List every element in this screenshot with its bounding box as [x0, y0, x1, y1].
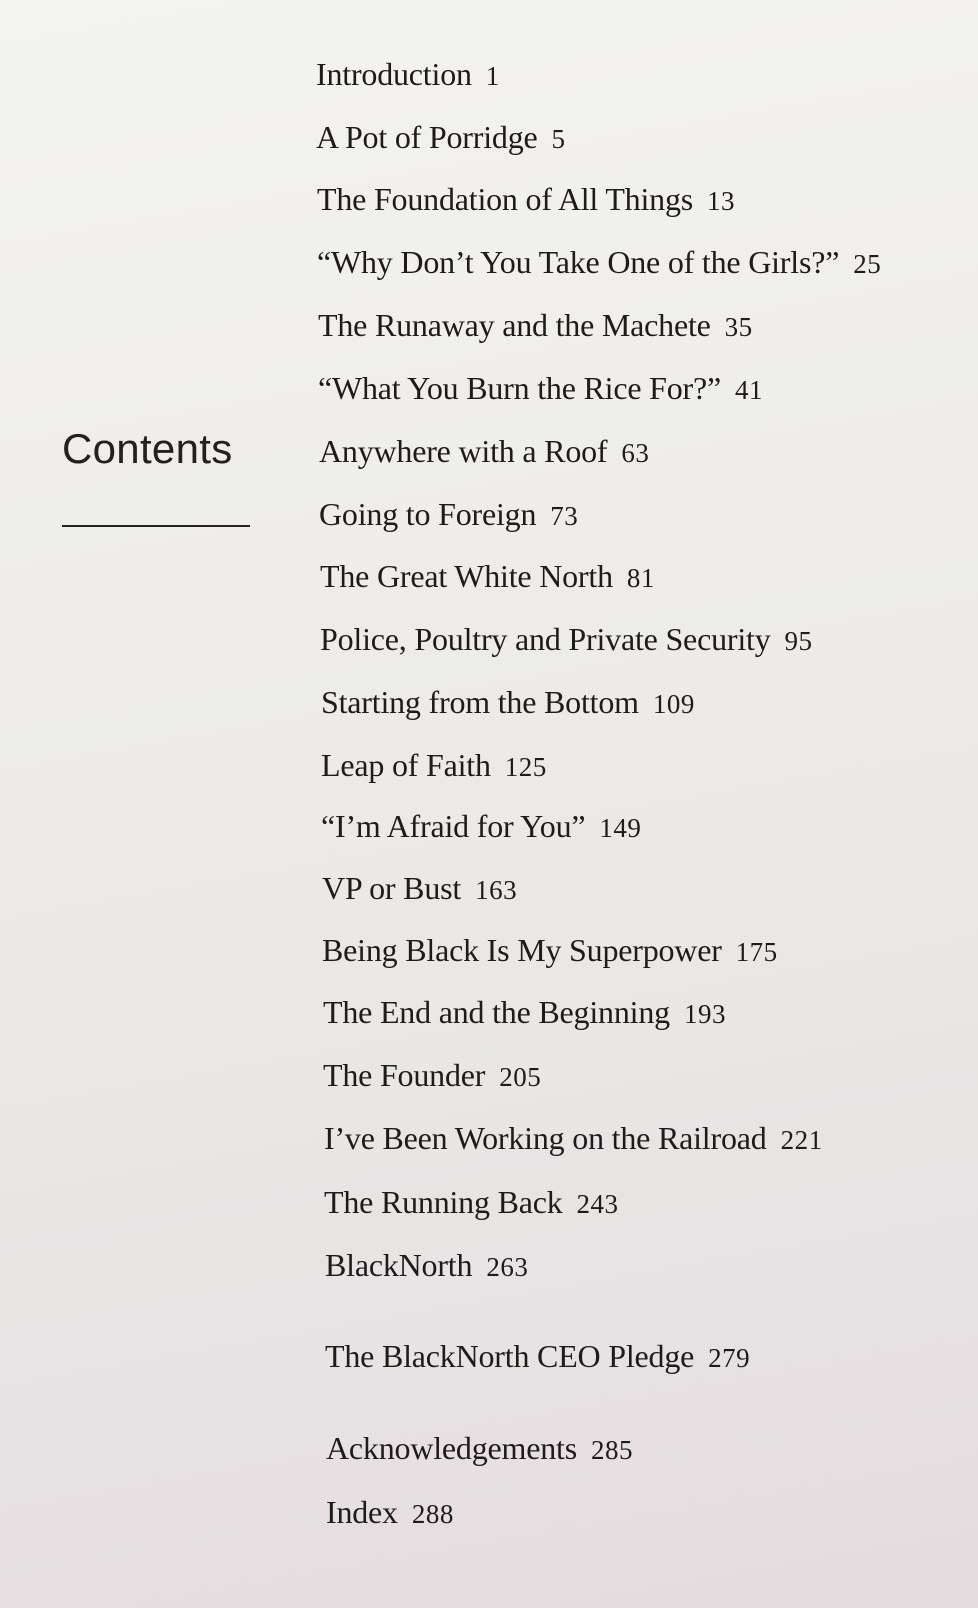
toc-entry-end-and-beginning	[323, 996, 726, 1028]
toc-entry-index	[326, 1496, 454, 1528]
chapter-page-number: 175	[735, 937, 778, 967]
chapter-title: Starting from the Bottom	[321, 684, 639, 720]
chapter-title: Acknowledgements	[326, 1430, 577, 1466]
chapter-page-number: 95	[784, 626, 813, 656]
chapter-page-number: 163	[475, 875, 518, 905]
chapter-page-number: 81	[626, 563, 655, 593]
chapter-page-number: 243	[576, 1189, 619, 1219]
toc-entry-leap-of-faith	[321, 749, 547, 781]
toc-entry-foundation-of-all-things	[317, 183, 735, 215]
chapter-title: BlackNorth	[325, 1247, 473, 1283]
chapter-page-number: 285	[590, 1435, 633, 1465]
chapter-title: Anywhere with a Roof	[319, 433, 608, 469]
chapter-page-number: 193	[683, 999, 726, 1029]
chapter-page-number: 13	[707, 186, 736, 216]
toc-entry-going-to-foreign	[319, 498, 578, 530]
toc-entry-being-black-superpower	[322, 934, 778, 966]
toc-entry-blacknorth	[325, 1249, 528, 1281]
chapter-title: “What You Burn the Rice For?”	[318, 370, 722, 406]
chapter-title: VP or Bust	[322, 870, 462, 906]
chapter-page-number: 221	[780, 1125, 823, 1155]
chapter-title: Going to Foreign	[319, 496, 537, 532]
toc-entry-police-poultry-security	[320, 623, 813, 655]
chapter-title: Index	[326, 1494, 398, 1530]
chapter-title: The Runaway and the Machete	[318, 307, 711, 343]
chapter-page-number: 63	[621, 438, 650, 468]
toc-entry-blacknorth-ceo-pledge	[325, 1340, 750, 1372]
toc-entry-great-white-north	[320, 560, 655, 592]
chapter-page-number: 205	[499, 1062, 542, 1092]
chapter-page-number: 279	[708, 1343, 751, 1373]
chapter-title: “Why Don’t You Take One of the Girls?”	[317, 244, 840, 280]
chapter-title: A Pot of Porridge	[316, 119, 538, 155]
toc-entry-vp-or-bust	[322, 872, 517, 904]
chapter-title: The Running Back	[324, 1184, 563, 1220]
chapter-page-number: 288	[411, 1499, 454, 1529]
chapter-page-number: 1	[485, 61, 500, 91]
chapter-title: Introduction	[316, 56, 472, 92]
chapter-page-number: 149	[599, 813, 642, 843]
toc-entry-what-you-burn-the-rice	[318, 372, 763, 404]
chapter-title: The Founder	[323, 1057, 486, 1093]
toc-entry-runaway-and-machete	[318, 309, 753, 341]
chapter-page-number: 109	[652, 689, 695, 719]
page-title: Contents	[62, 425, 233, 472]
chapter-page-number: 5	[551, 124, 566, 154]
chapter-title: I’ve Been Working on the Railroad	[324, 1120, 767, 1156]
chapter-title: “I’m Afraid for You”	[321, 808, 586, 844]
toc-entry-the-founder	[323, 1059, 541, 1091]
chapter-title: The End and the Beginning	[323, 994, 670, 1030]
toc-entry-starting-from-the-bottom	[321, 686, 695, 718]
chapter-page-number: 25	[853, 249, 882, 279]
chapter-title: Leap of Faith	[321, 747, 491, 783]
chapter-title: Police, Poultry and Private Security	[320, 621, 771, 657]
chapter-title: The Great White North	[320, 558, 613, 594]
chapter-title: Being Black Is My Superpower	[322, 932, 722, 968]
chapter-page-number: 73	[550, 501, 579, 531]
chapter-page-number: 41	[735, 375, 764, 405]
toc-entry-the-running-back	[324, 1186, 619, 1218]
chapter-page-number: 125	[504, 752, 547, 782]
chapter-title: The Foundation of All Things	[317, 181, 694, 217]
toc-entry-a-pot-of-porridge	[316, 121, 566, 153]
toc-entry-working-on-the-railroad	[324, 1122, 823, 1154]
chapter-page-number: 35	[724, 312, 753, 342]
chapter-title: The BlackNorth CEO Pledge	[325, 1338, 695, 1374]
toc-entry-acknowledgements	[326, 1432, 633, 1464]
toc-entry-anywhere-with-a-roof	[319, 435, 649, 467]
toc-entry-why-dont-you-take-one	[317, 246, 881, 278]
chapter-page-number: 263	[486, 1252, 529, 1282]
toc-entry-introduction	[316, 58, 500, 90]
toc-entry-im-afraid-for-you	[321, 810, 641, 842]
